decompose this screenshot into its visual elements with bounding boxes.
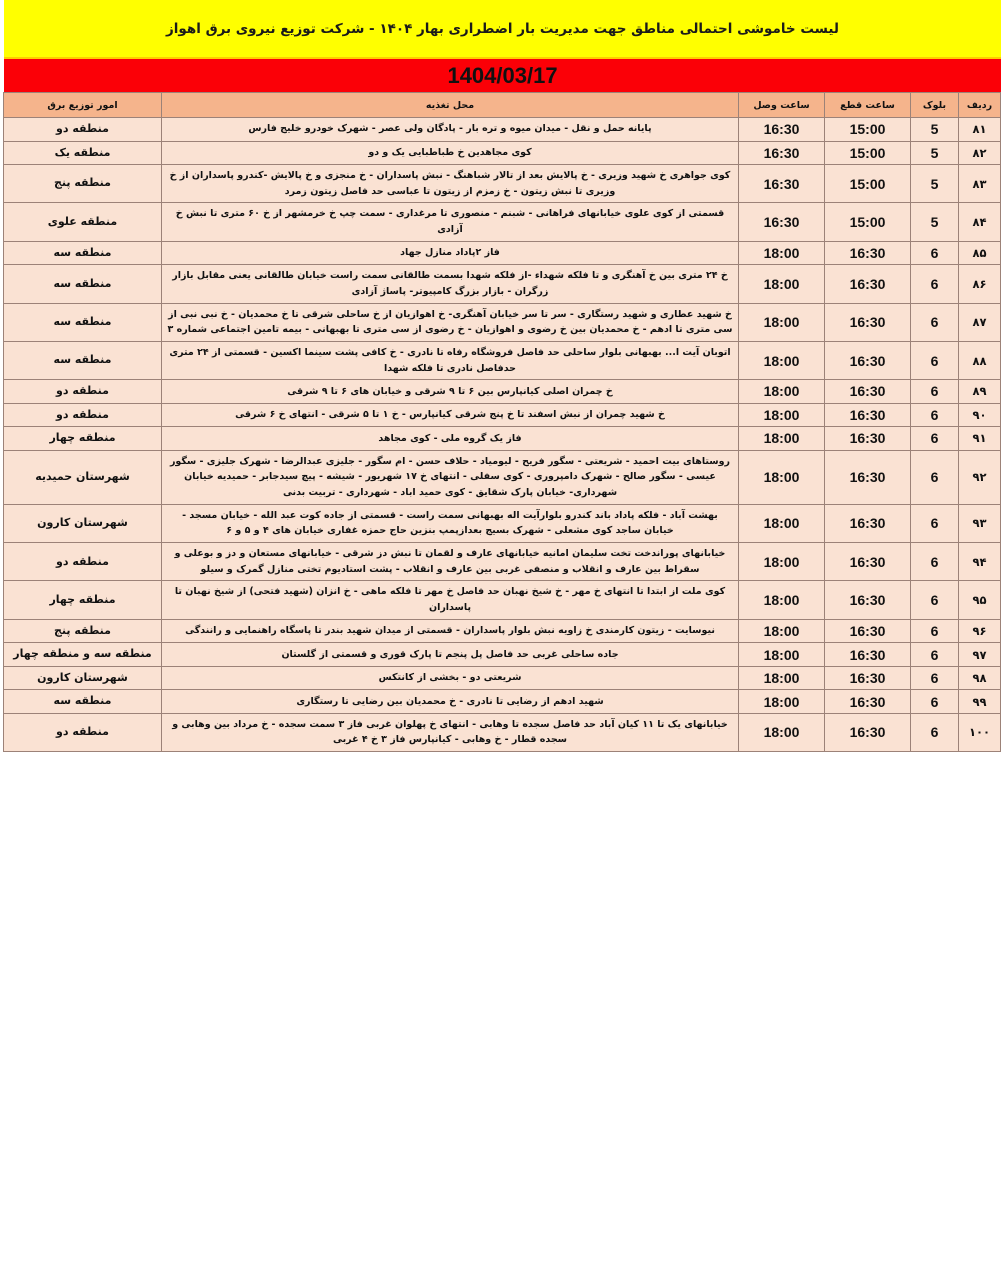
cell-region: منطقه پنج [4,165,162,203]
cell-restore-time: 18:00 [739,543,825,581]
cell-restore-time: 18:00 [739,303,825,341]
cell-block: 6 [911,666,959,690]
cell-region: منطقه سه [4,241,162,265]
cell-location: کوی مجاهدین خ طباطبایی یک و دو [162,141,739,165]
column-header-restore-time: ساعت وصل [739,93,825,118]
cell-region: شهرستان کارون [4,666,162,690]
cell-cut-time: 16:30 [825,581,911,619]
table-row [4,713,1001,751]
cell-radif: ۹۶ [959,619,1001,643]
cell-restore-time: 16:30 [739,165,825,203]
cell-restore-time: 18:00 [739,380,825,404]
cell-block: 6 [911,380,959,404]
table-row [4,504,1001,542]
cell-cut-time: 16:30 [825,543,911,581]
cell-radif: ۱۰۰ [959,713,1001,751]
cell-radif: ۹۹ [959,690,1001,714]
cell-cut-time: 16:30 [825,666,911,690]
table-row [4,141,1001,165]
cell-location: روستاهای بیت احمید - شریعتی - سگور فریح - لیومیاد - حلاف حسن - ام سگور - جلیزی عبدالرضا - شهرک جلیزی - سگور عیسی - سگور صالح - شهرک دامپروری - کوی سفلی - انتهای خ ۱۷ شهریور - شیشه - پیچ سیدجابر - حمیدیه خیابان شهرداری- خیابان پارک شقایق - کوی حمید اباد - شهرداری - تربیت بدنی [162,450,739,504]
table-row [4,341,1001,379]
cell-location: خ شهید چمران از نبش اسفند تا خ پنج شرقی کیانپارس - خ ۱ تا ۵ شرقی - انتهای خ ۶ شرقی [162,403,739,427]
cell-block: 6 [911,504,959,542]
table-row [4,450,1001,504]
cell-block: 5 [911,165,959,203]
cell-location: خیابانهای پوراندخت تخت سلیمان امانیه خیابانهای عارف و لقمان تا نبش دز شرقی - خیابانهای مستعان و دز و بوعلی و سقراط بین عارف و انقلاب و منصفی غربی بین عارف و انقلاب - پشت استادیوم تختی منازل گمرک و سیلو [162,543,739,581]
table-row [4,690,1001,714]
cell-location: کوی ملت از ابتدا تا انتهای خ مهر - خ شیخ نهبان حد فاصل خ مهر تا فلکه ماهی - خ انزان (شهید فتحی) از شیخ نهبان تا پاسداران [162,581,739,619]
cell-location: فاز ۲پاداد منازل جهاد [162,241,739,265]
cell-block: 6 [911,427,959,451]
cell-cut-time: 15:00 [825,118,911,142]
cell-radif: ۸۵ [959,241,1001,265]
cell-location: اتوبان آیت ا... بهبهانی بلوار ساحلی حد فاصل فروشگاه رفاه تا نادری - خ کافی پشت سینما اکسین - قسمتی از ۲۴ متری حدفاصل نادری تا فلکه شهدا [162,341,739,379]
page-title: لیست خاموشی احتمالی مناطق جهت مدیریت بار اضطراری بهار ۱۴۰۴ - شرکت توزیع نیروی برق اهواز [166,20,839,37]
table-row [4,666,1001,690]
table-row [4,203,1001,241]
cell-region: منطقه دو [4,403,162,427]
cell-restore-time: 18:00 [739,666,825,690]
cell-location: کوی جواهری خ شهید وزیری - خ پالایش بعد از تالار شباهنگ - نبش پاسداران - خ منجزی و خ پالایش -کندرو پاسداران از خ وزیری تا نبش زیتون - خ زمزم از زیتون تا عباسی حد فاصل زیتون زمرد [162,165,739,203]
column-header-location: محل تغذیه [162,93,739,118]
cell-region: منطقه سه [4,690,162,714]
cell-cut-time: 16:30 [825,265,911,303]
table-row [4,543,1001,581]
cell-region: منطقه چهار [4,427,162,451]
cell-cut-time: 16:30 [825,380,911,404]
cell-radif: ۹۱ [959,427,1001,451]
cell-block: 6 [911,403,959,427]
cell-radif: ۸۷ [959,303,1001,341]
cell-block: 6 [911,341,959,379]
cell-region: منطقه پنج [4,619,162,643]
cell-region: منطقه چهار [4,581,162,619]
table-row [4,380,1001,404]
cell-restore-time: 18:00 [739,581,825,619]
cell-radif: ۹۸ [959,666,1001,690]
cell-radif: ۹۵ [959,581,1001,619]
table-row [4,265,1001,303]
cell-region: منطقه دو [4,713,162,751]
table-row [4,165,1001,203]
schedule-date: 1404/03/17 [447,62,558,88]
cell-location: نیوسایت - زیتون کارمندی خ زاویه نبش بلوار پاسداران - قسمتی از میدان شهید بندر تا پاسگاه راهنمایی و رانندگی [162,619,739,643]
cell-region: شهرستان کارون [4,504,162,542]
cell-region: شهرستان حمیدیه [4,450,162,504]
cell-cut-time: 15:00 [825,165,911,203]
cell-region: منطقه یک [4,141,162,165]
cell-region: منطقه سه [4,303,162,341]
column-header-region: امور توزیع برق [4,93,162,118]
table-row [4,619,1001,643]
cell-region: منطقه علوی [4,203,162,241]
cell-region: منطقه سه و منطقه چهار [4,643,162,667]
cell-cut-time: 16:30 [825,450,911,504]
cell-cut-time: 16:30 [825,713,911,751]
outage-table [3,92,1001,752]
cell-cut-time: 16:30 [825,403,911,427]
cell-cut-time: 16:30 [825,427,911,451]
cell-location: جاده ساحلی غربی حد فاصل پل پنجم تا پارک قوری و قسمتی از گلستان [162,643,739,667]
cell-restore-time: 18:00 [739,341,825,379]
cell-location: خ شهید عطاری و شهید رستگاری - سر تا سر خیابان آهنگری- خ اهوازیان از خ ساحلی شرقی تا خ محمدیان - خ نبی نبی از سی متری تا ادهم - خ محمدیان بین خ رضوی و اهوازیان - خ رضوی از سی متری تا بهبهانی - بیمه تامین اجتماعی شماره ۳ [162,303,739,341]
cell-restore-time: 16:30 [739,141,825,165]
cell-cut-time: 16:30 [825,341,911,379]
cell-restore-time: 18:00 [739,403,825,427]
cell-cut-time: 16:30 [825,504,911,542]
cell-region: منطقه سه [4,265,162,303]
cell-block: 6 [911,690,959,714]
cell-block: 6 [911,619,959,643]
table-row [4,303,1001,341]
cell-location: پایانه حمل و نقل - میدان میوه و تره بار - پادگان ولی عصر - شهرک خودرو خلیج فارس [162,118,739,142]
cell-region: منطقه سه [4,341,162,379]
cell-block: 6 [911,450,959,504]
cell-location: شهید ادهم از رضایی تا نادری - خ محمدیان بین رضایی تا رستگاری [162,690,739,714]
table-row [4,403,1001,427]
cell-location: شریعتی دو - بخشی از کانتکس [162,666,739,690]
cell-cut-time: 16:30 [825,643,911,667]
cell-restore-time: 18:00 [739,619,825,643]
cell-restore-time: 18:00 [739,450,825,504]
cell-location: خ ۲۴ متری بین خ آهنگری و تا فلکه شهداء -از فلکه شهدا بسمت طالقانی سمت راست خیابان طالقانی یعنی مقابل بازار زرگران - بازار بزرگ کامپیوتر- پاساژ آزادی [162,265,739,303]
cell-location: خیابانهای یک تا ۱۱ کیان آباد حد فاصل سجده تا وهابی - انتهای خ پهلوان غربی فاز ۳ سمت سجده - خ مرداد بین وهابی و سجده قطار - خ وهابی - کیانپارس فاز ۳ خ ۴ غربی [162,713,739,751]
cell-radif: ۹۴ [959,543,1001,581]
cell-radif: ۹۳ [959,504,1001,542]
cell-restore-time: 18:00 [739,713,825,751]
cell-radif: ۸۴ [959,203,1001,241]
cell-region: منطقه دو [4,543,162,581]
table-row [4,241,1001,265]
cell-location: خ چمران اصلی کیانپارس بین ۶ تا ۹ شرقی و خیابان های ۶ تا ۹ شرقی [162,380,739,404]
cell-radif: ۸۶ [959,265,1001,303]
cell-restore-time: 18:00 [739,643,825,667]
cell-region: منطقه دو [4,380,162,404]
cell-radif: ۸۲ [959,141,1001,165]
cell-radif: ۸۸ [959,341,1001,379]
cell-block: 6 [911,303,959,341]
cell-radif: ۹۷ [959,643,1001,667]
cell-restore-time: 18:00 [739,265,825,303]
cell-cut-time: 15:00 [825,203,911,241]
cell-radif: ۸۱ [959,118,1001,142]
cell-location: قسمتی از کوی علوی خیابانهای فراهانی - شبنم - منصوری تا مرغداری - سمت چپ خ خرمشهر از خ ۶۰ متری تا نبش خ آزادی [162,203,739,241]
title-banner [4,0,1001,59]
cell-restore-time: 16:30 [739,203,825,241]
cell-restore-time: 18:00 [739,690,825,714]
table-body [4,118,1001,752]
cell-radif: ۹۰ [959,403,1001,427]
cell-block: 5 [911,118,959,142]
cell-block: 5 [911,141,959,165]
cell-block: 6 [911,265,959,303]
table-row [4,581,1001,619]
cell-cut-time: 16:30 [825,303,911,341]
cell-block: 6 [911,241,959,265]
cell-region: منطقه دو [4,118,162,142]
cell-cut-time: 16:30 [825,619,911,643]
cell-cut-time: 16:30 [825,690,911,714]
cell-restore-time: 18:00 [739,241,825,265]
cell-radif: ۸۹ [959,380,1001,404]
column-header-block: بلوک [911,93,959,118]
table-header-row [4,93,1001,118]
cell-cut-time: 15:00 [825,141,911,165]
cell-restore-time: 18:00 [739,504,825,542]
cell-block: 6 [911,581,959,619]
table-row [4,118,1001,142]
cell-radif: ۸۳ [959,165,1001,203]
cell-block: 5 [911,203,959,241]
cell-cut-time: 16:30 [825,241,911,265]
table-row [4,427,1001,451]
cell-radif: ۹۲ [959,450,1001,504]
cell-restore-time: 16:30 [739,118,825,142]
cell-block: 6 [911,643,959,667]
cell-restore-time: 18:00 [739,427,825,451]
date-banner [4,59,1001,92]
cell-block: 6 [911,713,959,751]
column-header-cut-time: ساعت قطع [825,93,911,118]
table-row [4,643,1001,667]
cell-location: بهشت آباد - فلکه پاداد باند کندرو بلوارآیت اله بهبهانی سمت راست - قسمتی از جاده کوت عبد الله - خیابان مسجد - خیابان ساجد کوی مشعلی - شهرک بسیج بعدازپمپ بنزین حاج حمزه غفاری خیابان های ۴ و ۵ و ۶ [162,504,739,542]
cell-block: 6 [911,543,959,581]
column-header-radif: ردیف [959,93,1001,118]
cell-location: فاز یک گروه ملی - کوی مجاهد [162,427,739,451]
